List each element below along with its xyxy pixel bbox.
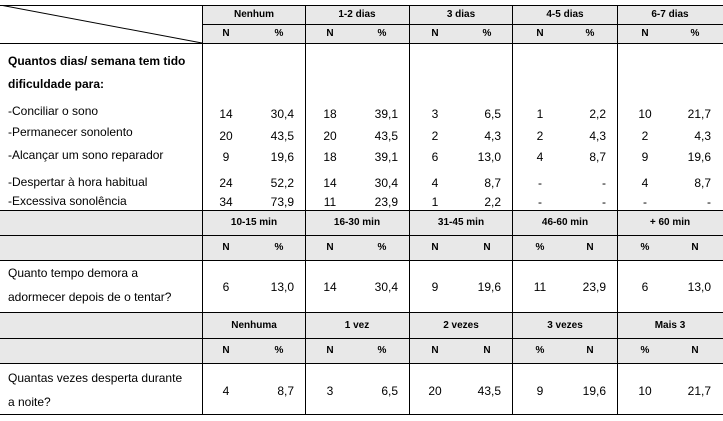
col-header-4-5-dias: 4-5 dias [546,9,584,20]
cell-value: 30,4 [270,107,294,121]
col-header-nenhum: Nenhum [234,9,274,20]
rule-header2-mid [0,235,723,236]
question-days-per-week: dificuldade para: [8,77,105,91]
col-header-3-vezes: 3 vezes [547,320,583,331]
sub-header: N [691,242,699,253]
cell-value: 4,3 [694,129,711,143]
sub-header-n: N [431,28,439,39]
cell-value: 43,5 [270,129,294,143]
sub-header: N [326,242,334,253]
cell-value: 4 [222,384,230,398]
cell-value: - [643,195,647,209]
cell-value: 6,5 [381,384,398,398]
question-night-awakenings: Quantas vezes desperta durante [8,371,183,385]
cell-value: 19,6 [270,150,294,164]
rule-bottom [0,414,723,415]
cell-value: 3 [431,107,439,121]
question-time-to-fall-asleep: adormecer depois de o tentar? [8,290,172,304]
cell-value: 6 [222,280,230,294]
sub-header: N [483,242,491,253]
rule-section1-bottom [0,210,723,211]
cell-value: - [602,176,606,190]
row-label: -Despertar à hora habitual [8,175,148,189]
cell-value: 24 [219,176,233,190]
cell-value: 14 [323,176,337,190]
cell-value: 19,6 [477,280,501,294]
rule-header1-mid [202,24,723,25]
cell-value: 34 [219,195,233,209]
column-separator [409,5,410,415]
cell-value: 10 [638,107,652,121]
sub-header: % [535,242,545,253]
cell-value: 11 [323,195,337,209]
cell-value: 23,9 [374,195,398,209]
cell-value: 43,5 [477,384,501,398]
column-separator [202,5,203,415]
cell-value: 21,7 [687,384,711,398]
row-label: -Alcançar um sono reparador [8,148,164,162]
cell-value: 13,0 [477,150,501,164]
cell-value: 1 [536,107,544,121]
sub-header: % [377,242,387,253]
cell-value: 20 [323,129,337,143]
cell-value: 13,0 [270,280,294,294]
cell-value: 52,2 [270,176,294,190]
rule-header3-mid [0,338,723,339]
cell-value: 4 [641,176,649,190]
rule-header3-bottom [0,363,723,364]
column-separator [305,5,306,415]
question-night-awakenings: a noite? [8,395,51,409]
col-header-31-45-min: 31-45 min [437,217,485,228]
rule-section2-bottom [0,312,723,313]
cell-value: 19,6 [582,384,606,398]
cell-value: 9 [641,150,649,164]
col-header-1-vez: 1 vez [344,320,370,331]
sub-header: N [222,345,230,356]
cell-value: 4 [536,150,544,164]
cell-value: - [538,176,542,190]
sub-header-percent: % [482,28,492,39]
cell-value: 18 [323,150,337,164]
sub-header-percent: % [585,28,595,39]
question-time-to-fall-asleep: Quanto tempo demora a [8,266,139,280]
cell-value: 9 [431,280,439,294]
sub-header: N [586,242,594,253]
cell-value: 10 [638,384,652,398]
sub-header: % [274,345,284,356]
col-header-over-60-min: + 60 min [649,217,691,228]
cell-value: 6,5 [484,107,501,121]
cell-value: 18 [323,107,337,121]
sub-header: N [326,345,334,356]
cell-value: 73,9 [270,195,294,209]
cell-value: 39,1 [374,150,398,164]
col-header-46-60-min: 46-60 min [541,217,589,228]
cell-value: - [707,195,711,209]
cell-value: 2,2 [484,195,501,209]
cell-value: 21,7 [687,107,711,121]
cell-value: 13,0 [687,280,711,294]
row-label: -Conciliar o sono [8,104,99,118]
cell-value: 39,1 [374,107,398,121]
sub-header-percent: % [274,28,284,39]
cell-value: 23,9 [582,280,606,294]
sub-header: % [377,345,387,356]
row-label: -Excessiva sonolência [8,194,127,208]
cell-value: 2 [431,129,439,143]
col-header-1-2-dias: 1-2 dias [338,9,376,20]
cell-value: 9 [536,384,544,398]
question-days-per-week: Quantos dias/ semana tem tido [8,54,186,68]
cell-value: - [602,195,606,209]
column-separator [617,5,618,415]
cell-value: 20 [219,129,233,143]
sub-header-percent: % [377,28,387,39]
col-header-nenhuma: Nenhuma [231,320,277,331]
cell-value: 2,2 [589,107,606,121]
cell-value: 43,5 [374,129,398,143]
cell-value: 19,6 [687,150,711,164]
cell-value: 14 [323,280,337,294]
col-header-10-15-min: 10-15 min [230,217,278,228]
cell-value: - [538,195,542,209]
cell-value: 1 [431,195,439,209]
sub-header-percent: % [690,28,700,39]
cell-value: 9 [222,150,230,164]
col-header-16-30-min: 16-30 min [333,217,381,228]
col-header-mais-3: Mais 3 [654,320,686,331]
sub-header: N [222,242,230,253]
sub-header: N [431,345,439,356]
rule-header2-bottom [0,260,723,261]
sub-header-n: N [222,28,230,39]
col-header-3-dias: 3 dias [446,9,476,20]
sub-header: N [431,242,439,253]
sub-header-n: N [536,28,544,39]
col-header-2-vezes: 2 vezes [443,320,479,331]
sub-header: % [640,345,650,356]
cell-value: 2 [536,129,544,143]
cell-value: 2 [641,129,649,143]
sub-header: N [691,345,699,356]
corner-diagonal [0,5,203,44]
cell-value: 30,4 [374,176,398,190]
sub-header: % [535,345,545,356]
cell-value: 8,7 [694,176,711,190]
cell-value: 4 [431,176,439,190]
cell-value: 8,7 [484,176,501,190]
cell-value: 8,7 [589,150,606,164]
sub-header: % [274,242,284,253]
cell-value: 4,3 [589,129,606,143]
cell-value: 30,4 [374,280,398,294]
cell-value: 4,3 [484,129,501,143]
sub-header: N [483,345,491,356]
cell-value: 6 [431,150,439,164]
col-header-6-7-dias: 6-7 dias [651,9,689,20]
cell-value: 8,7 [277,384,294,398]
cell-value: 20 [428,384,442,398]
row-label: -Permanecer sonolento [8,125,133,139]
cell-value: 3 [326,384,334,398]
sub-header: N [586,345,594,356]
sub-header: % [640,242,650,253]
sub-header-n: N [326,28,334,39]
cell-value: 11 [533,280,547,294]
column-separator [512,5,513,415]
cell-value: 6 [641,280,649,294]
sub-header-n: N [641,28,649,39]
cell-value: 14 [219,107,233,121]
